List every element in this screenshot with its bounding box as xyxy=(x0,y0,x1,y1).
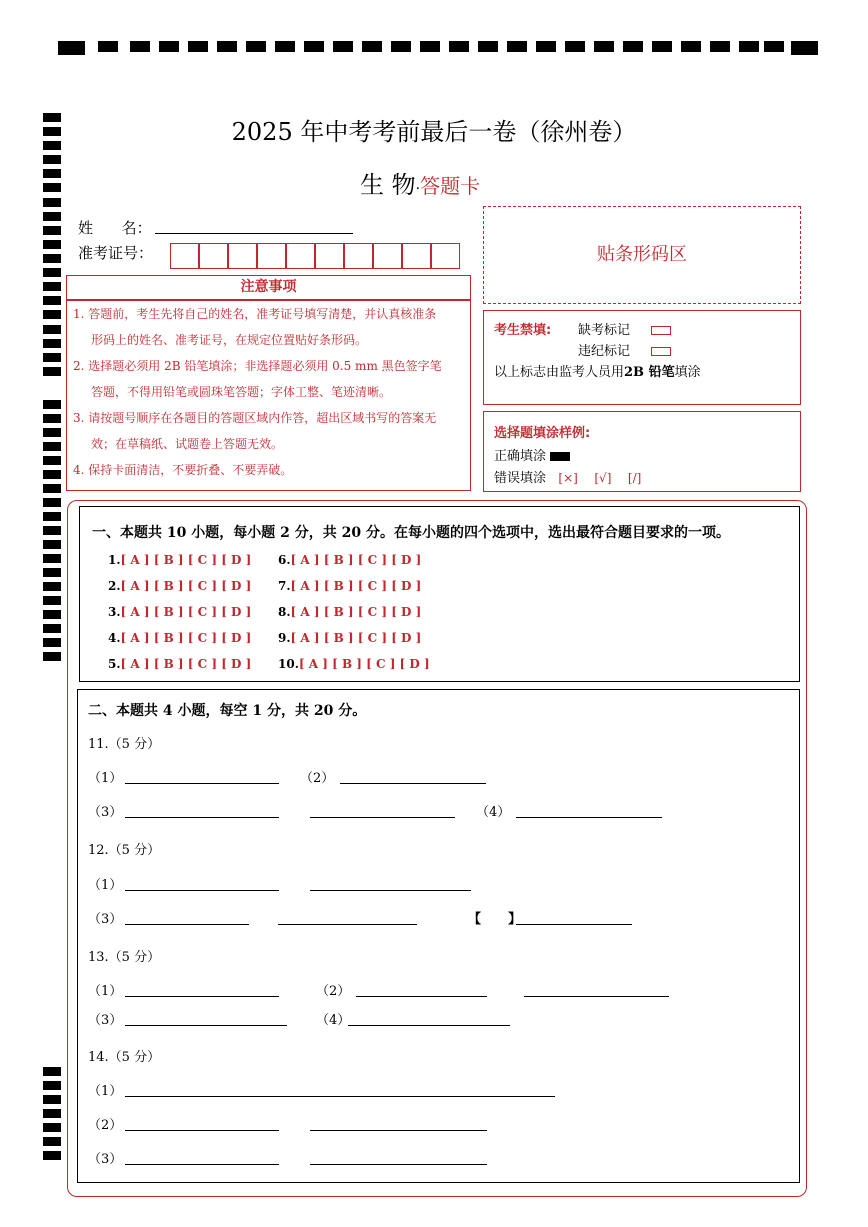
section-2-title: 二、本题共 4 小题，每空 1 分，共 20 分。 xyxy=(88,703,367,719)
id-box[interactable] xyxy=(257,243,286,269)
notice-heading: 注意事项 xyxy=(66,275,471,300)
timing-mark xyxy=(43,582,61,591)
part-label: （3） xyxy=(88,1013,123,1028)
section-2-box xyxy=(77,689,800,1183)
timing-mark xyxy=(43,554,61,563)
answer-blank[interactable] xyxy=(516,924,632,925)
absent-label: 缺考标记 xyxy=(578,323,631,338)
note-text: 填涂 xyxy=(674,365,701,380)
timing-mark xyxy=(43,638,61,647)
mc-question-row xyxy=(278,605,421,619)
timing-mark xyxy=(43,183,61,192)
answer-blank[interactable] xyxy=(524,996,669,997)
answer-blank[interactable] xyxy=(125,1164,279,1165)
timing-mark xyxy=(43,568,61,577)
mc-question-row xyxy=(108,605,251,619)
name-label: 姓 名： xyxy=(78,219,152,237)
timing-mark xyxy=(43,484,61,493)
mc-question-row xyxy=(108,553,251,567)
timing-mark xyxy=(43,240,61,249)
part-label: （3） xyxy=(88,805,123,820)
timing-mark xyxy=(43,1151,61,1160)
part-label: （1） xyxy=(88,771,123,786)
id-box[interactable] xyxy=(199,243,228,269)
mc-question-number: 8. xyxy=(278,605,291,619)
part-label: （2） xyxy=(88,1118,123,1133)
part-label: （4） xyxy=(476,805,511,820)
violation-mark xyxy=(578,340,671,359)
answer-blank[interactable] xyxy=(516,817,662,818)
answer-blank[interactable] xyxy=(340,783,486,784)
id-box[interactable] xyxy=(228,243,257,269)
timing-mark xyxy=(43,512,61,521)
timing-mark xyxy=(43,268,61,277)
mc-question-number: 5. xyxy=(108,657,121,671)
id-box[interactable] xyxy=(286,243,315,269)
timing-mark xyxy=(43,1137,61,1146)
mc-question-number: 7. xyxy=(278,579,291,593)
wrong-fill xyxy=(494,467,641,486)
mc-options[interactable]: [ A ] [ B ] [ C ] [ D ] xyxy=(290,605,422,619)
absent-mark-box[interactable] xyxy=(651,326,671,335)
timing-mark xyxy=(43,456,61,465)
question-14-label: 14.（5 分） xyxy=(88,1050,161,1065)
timing-mark xyxy=(43,526,61,535)
notice-item: 效；在草稿纸、试题卷上答题无效。 xyxy=(91,437,284,451)
answer-blank[interactable] xyxy=(125,1025,287,1026)
page-title: 2025 年中考考前最后一卷（徐州卷） xyxy=(231,118,637,146)
mc-options[interactable]: [ A ] [ B ] [ C ] [ D ] xyxy=(120,579,252,593)
top-timing-marks xyxy=(58,41,818,55)
wrong-mark: [√] xyxy=(594,471,612,485)
violation-label: 违纪标记 xyxy=(578,344,631,359)
timing-mark xyxy=(43,596,61,605)
id-box[interactable] xyxy=(373,243,402,269)
answer-blank[interactable] xyxy=(310,890,471,891)
timing-mark xyxy=(43,155,61,164)
fill-sample-box xyxy=(483,411,801,492)
mc-options[interactable]: [ A ] [ B ] [ C ] [ D ] xyxy=(120,657,252,671)
timing-mark xyxy=(43,254,61,263)
part-label: （2） xyxy=(316,984,351,999)
mc-options[interactable]: [ A ] [ B ] [ C ] [ D ] xyxy=(120,631,252,645)
timing-mark xyxy=(43,540,61,549)
note-text: 以上标志由监考人员用 xyxy=(494,365,625,380)
timing-mark xyxy=(43,1067,61,1076)
answer-blank[interactable] xyxy=(310,1164,487,1165)
mc-question-row xyxy=(278,631,421,645)
examiner-note xyxy=(494,361,701,380)
notice-item: 1. 答题前，考生先将自己的姓名，准考证号填写清楚，并认真核准条 xyxy=(73,307,437,321)
answer-blank[interactable] xyxy=(125,890,279,891)
answer-blank[interactable] xyxy=(125,924,249,925)
absent-mark xyxy=(578,319,671,338)
id-label: 准考证号： xyxy=(78,244,154,262)
timing-mark xyxy=(43,610,61,619)
answer-blank[interactable] xyxy=(125,1130,279,1131)
subject-heading xyxy=(360,165,480,200)
filled-mark xyxy=(550,452,570,461)
timing-mark xyxy=(43,296,61,305)
mc-question-number: 2. xyxy=(108,579,121,593)
mc-options[interactable]: [ A ] [ B ] [ C ] [ D ] xyxy=(120,605,252,619)
section-1-title: 一、本题共 10 小题，每小题 2 分，共 20 分。在每小题的四个选项中，选出最符合题目要求的一项。 xyxy=(92,525,730,541)
mc-question-number: 1. xyxy=(108,553,121,567)
timing-mark xyxy=(43,1123,61,1132)
mc-question-row xyxy=(278,657,430,671)
id-box[interactable] xyxy=(344,243,373,269)
mc-question-number: 9. xyxy=(278,631,291,645)
id-box[interactable] xyxy=(402,243,431,269)
timing-mark xyxy=(43,652,61,661)
violation-mark-box[interactable] xyxy=(651,347,671,356)
notice-item: 2. 选择题必须用 2B 铅笔填涂；非选择题必须用 0.5 mm 黑色签字笔 xyxy=(73,359,442,373)
timing-mark xyxy=(43,498,61,507)
timing-mark xyxy=(43,226,61,235)
answer-blank[interactable] xyxy=(125,817,279,818)
timing-mark xyxy=(43,442,61,451)
timing-mark xyxy=(43,198,61,207)
card-label: 答题卡 xyxy=(420,174,481,198)
mc-question-number: 6. xyxy=(278,553,291,567)
part-label: （1） xyxy=(88,878,123,893)
timing-mark xyxy=(43,470,61,479)
answer-blank[interactable] xyxy=(125,1096,555,1097)
wrong-mark: [/] xyxy=(627,471,642,485)
examiner-only-label: 考生禁填: xyxy=(494,323,552,338)
timing-mark xyxy=(43,310,61,319)
barcode-area[interactable]: 贴条形码区 xyxy=(483,206,801,304)
question-13-label: 13.（5 分） xyxy=(88,950,161,965)
mc-options[interactable]: [ A ] [ B ] [ C ] [ D ] xyxy=(290,553,422,567)
answer-blank[interactable] xyxy=(125,783,279,784)
mc-question-row xyxy=(278,553,421,567)
notice-item: 4. 保持卡面清洁，不要折叠、不要弄破。 xyxy=(73,463,293,477)
mc-options[interactable]: [ A ] [ B ] [ C ] [ D ] xyxy=(290,631,422,645)
fill-sample-label: 选择题填涂样例: xyxy=(494,426,591,441)
answer-blank[interactable] xyxy=(278,924,417,925)
id-box[interactable] xyxy=(315,243,344,269)
timing-mark xyxy=(43,414,61,423)
notice-item: 答题，不得用铅笔或圆珠笔答题；字体工整、笔迹清晰。 xyxy=(91,385,392,399)
part-label: （3） xyxy=(88,912,123,927)
timing-mark xyxy=(43,428,61,437)
timing-mark xyxy=(43,282,61,291)
subject-name: 生 物 xyxy=(360,171,416,199)
part-label: （1） xyxy=(88,984,123,999)
answer-blank[interactable] xyxy=(125,996,279,997)
examiner-only-box xyxy=(483,310,801,405)
timing-mark xyxy=(43,1109,61,1118)
id-number-boxes[interactable] xyxy=(170,243,460,269)
mc-options[interactable]: [ A ] [ B ] [ C ] [ D ] xyxy=(290,579,422,593)
wrong-mark: [×] xyxy=(558,471,578,485)
bracket-blank[interactable]: 【 】 xyxy=(468,912,522,927)
part-label: （1） xyxy=(88,1084,123,1099)
timing-mark xyxy=(43,624,61,633)
timing-mark xyxy=(43,339,61,348)
timing-mark xyxy=(43,1081,61,1090)
timing-mark xyxy=(43,212,61,221)
part-label: （3） xyxy=(88,1152,123,1167)
mc-question-row xyxy=(108,657,251,671)
mc-question-row xyxy=(108,579,251,593)
timing-mark xyxy=(43,1095,61,1104)
mc-options[interactable]: [ A ] [ B ] [ C ] [ D ] xyxy=(298,657,430,671)
name-field[interactable] xyxy=(155,233,353,234)
question-11-label: 11.（5 分） xyxy=(88,737,161,752)
mc-question-number: 10. xyxy=(278,657,299,671)
notice-box xyxy=(66,300,471,491)
notice-item: 形码上的姓名、准考证号，在规定位置贴好条形码。 xyxy=(91,333,368,347)
subject-dot: · xyxy=(415,181,421,197)
mc-options[interactable]: [ A ] [ B ] [ C ] [ D ] xyxy=(120,553,252,567)
question-12-label: 12.（5 分） xyxy=(88,843,161,858)
answer-blank[interactable] xyxy=(310,1130,487,1131)
correct-fill-label: 正确填涂 xyxy=(494,449,547,464)
answer-blank[interactable] xyxy=(356,996,487,997)
id-box[interactable] xyxy=(170,243,199,269)
answer-blank[interactable] xyxy=(310,817,455,818)
mc-question-row xyxy=(108,631,251,645)
id-box[interactable] xyxy=(431,243,460,269)
notice-item: 3. 请按题号顺序在各题目的答题区域内作答，超出区域书写的答案无 xyxy=(73,411,437,425)
wrong-fill-label: 错误填涂 xyxy=(494,471,547,486)
part-label: （2） xyxy=(300,771,335,786)
mc-question-row xyxy=(278,579,421,593)
part-label: （4） xyxy=(316,1013,351,1028)
section-1-box xyxy=(79,506,800,682)
answer-blank[interactable] xyxy=(348,1025,510,1026)
timing-mark xyxy=(43,353,61,362)
timing-mark xyxy=(43,367,61,376)
note-bold: 2B 铅笔 xyxy=(624,365,675,380)
mc-question-number: 4. xyxy=(108,631,121,645)
timing-mark xyxy=(43,325,61,334)
correct-fill xyxy=(494,445,570,464)
timing-mark xyxy=(43,400,61,409)
timing-mark xyxy=(43,169,61,178)
mc-question-number: 3. xyxy=(108,605,121,619)
